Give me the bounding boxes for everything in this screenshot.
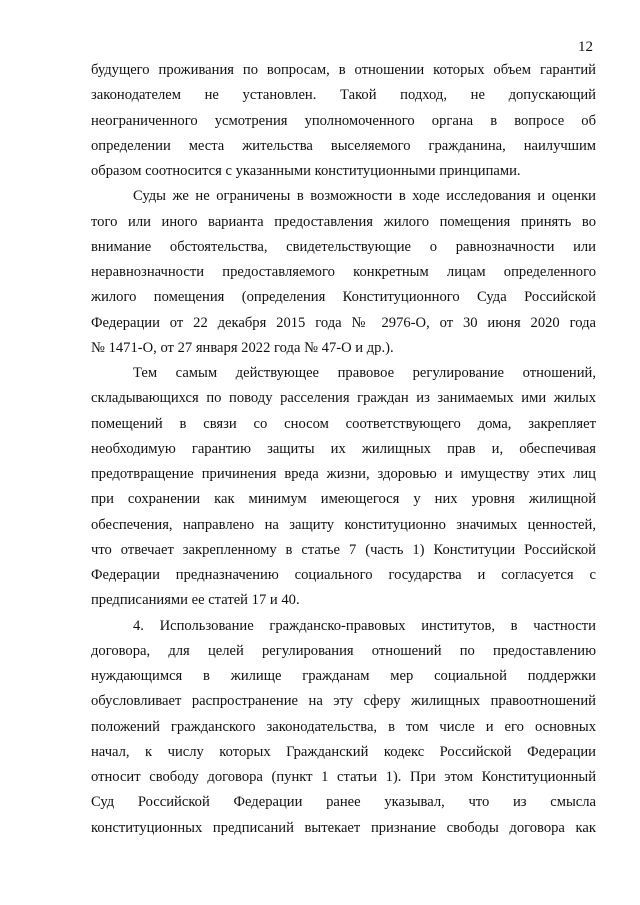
text-line: предотвращение причинения вреда жизни, здоровью и имуществу этих лиц	[91, 466, 596, 482]
text-line: относит свободу договора (пункт 1 статьи 1). При этом Конституционный	[91, 769, 596, 785]
text-line: № 1471-О, от 27 января 2022 года № 47-О и др.).	[91, 339, 394, 356]
paragraph-first-line: Суды же не ограничены в возможности в ходе исследования и оценки	[133, 188, 596, 205]
text-line: образом соотносится с указанными конституционными принципами.	[91, 163, 521, 179]
text-line: договора, для целей регулирования отношений по предоставлению	[91, 642, 596, 659]
text-line: законодателем не установлен. Такой подход, не допускающий	[91, 87, 596, 104]
page-number: 12	[578, 39, 593, 55]
text-line: нуждающимся в жилище гражданам мер социальной поддержки	[91, 668, 596, 684]
paragraph-first-line: 4. Использование гражданско-правовых институтов, в частности	[133, 617, 596, 634]
text-line: положений гражданского законодательства, в том числе и его основных	[91, 718, 596, 735]
text-line: неограниченного усмотрения уполномоченного органа в вопросе об	[91, 112, 596, 129]
text-line: при сохранении как минимум имеющегося у них уровня жилищной	[91, 491, 596, 508]
text-line: обусловливает распространение на эту сферу жилищных правоотношений	[91, 693, 596, 710]
text-line: складывающихся по поводу расселения граждан из занимаемых ими жилых	[91, 390, 596, 407]
text-line: Суд Российской Федерации ранее указывал, что из смысла	[91, 794, 596, 811]
text-line: определении места жительства выселяемого гражданина, наилучшим	[91, 137, 596, 154]
text-line: начал, к числу которых Гражданский кодекс Российской Федерации	[91, 743, 596, 760]
text-line: внимание обстоятельства, свидетельствующие о равнозначности или	[91, 238, 596, 255]
document-body	[91, 58, 596, 841]
text-line: помещений в связи со сносом соответствующего дома, закрепляет	[91, 415, 596, 432]
text-line: будущего проживания по вопросам, в отношении которых объем гарантий	[91, 62, 596, 78]
paragraph-first-line: Тем самым действующее правовое регулирование отношений,	[133, 365, 596, 381]
text-line: Федерации предназначению социального государства и согласуется с	[91, 567, 596, 583]
text-line: неравнозначности предоставляемого конкретным лицам определенного	[91, 264, 596, 280]
text-line: предписаниями ее статей 17 и 40.	[91, 592, 300, 609]
text-line: обеспечения, направлено на защиту конституционно значимых ценностей,	[91, 516, 596, 533]
text-line: необходимую гарантию защиты их жилищных прав и, обеспечивая	[91, 440, 596, 457]
text-line: того или иного варианта предоставления жилого помещения принять во	[91, 213, 596, 230]
text-line: Федерации от 22 декабря 2015 года № 2976-О, от 30 июня 2020 года	[91, 314, 596, 331]
text-line: что отвечает закрепленному в статье 7 (часть 1) Конституции Российской	[91, 541, 596, 558]
text-line: конституционных предписаний вытекает признание свободы договора как	[91, 819, 596, 836]
text-line: жилого помещения (определения Конституционного Суда Российской	[91, 289, 596, 306]
